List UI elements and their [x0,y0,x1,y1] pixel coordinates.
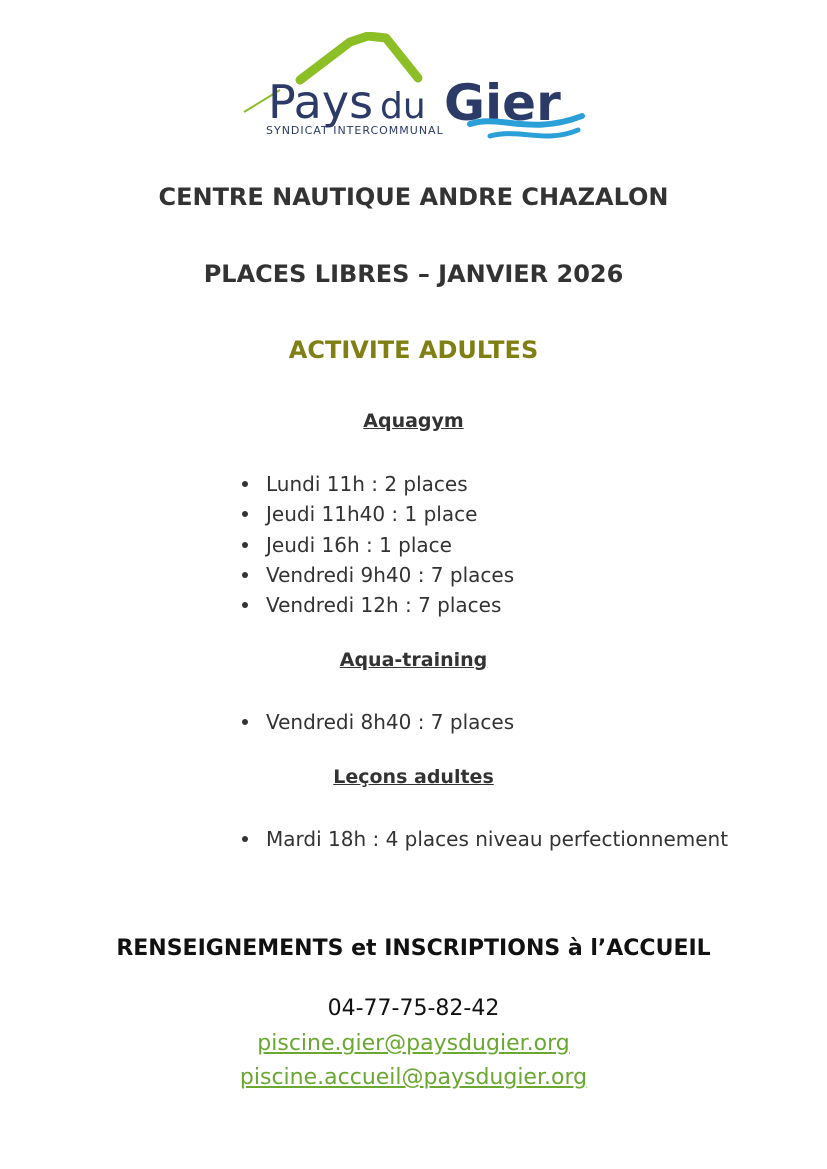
bullet-icon [242,511,248,517]
logo [240,32,586,150]
email-link-accueil[interactable]: piscine.accueil@paysdugier.org [239,1065,588,1090]
bullet-icon [242,481,248,487]
logo-text-pays: Pays [268,75,374,129]
aquagym-list [240,469,514,620]
list-item-text: Jeudi 16h : 1 place [266,532,452,557]
logo-text-du: du [380,86,426,127]
list-item [240,824,728,854]
bullet-icon [242,836,248,842]
list-item [240,560,514,590]
bullet-icon [242,542,248,548]
pays-du-gier-logo [240,32,586,150]
mountain-shape [300,36,418,80]
lecons-list [240,824,728,854]
aqua-training-list [240,707,514,737]
lecons-heading: Leçons adultes [333,766,494,788]
bullet-icon [242,602,248,608]
list-item-text: Vendredi 12h : 7 places [266,593,502,618]
aqua-training-heading: Aqua-training [339,649,488,671]
page-subtitle: PLACES LIBRES – JANVIER 2026 [203,260,624,288]
list-item-text: Mardi 18h : 4 places niveau perfectionnement [266,827,729,851]
list-item [240,590,514,620]
list-item-text: Vendredi 8h40 : 7 places [266,710,515,734]
bullet-icon [242,719,248,725]
aquagym-heading: Aquagym [363,410,464,432]
list-item-text: Vendredi 9h40 : 7 places [266,562,515,587]
logo-tagline: SYNDICAT INTERCOMMUNAL [266,124,444,137]
email-link-gier[interactable]: piscine.gier@paysdugier.org [257,1031,570,1056]
list-item-text: Jeudi 11h40 : 1 place [266,502,478,527]
list-item [240,469,514,499]
section-title: ACTIVITE ADULTES [288,336,539,364]
bullet-icon [242,572,248,578]
list-item-text: Lundi 11h : 2 places [266,472,468,496]
list-item [240,499,514,529]
page-title: CENTRE NAUTIQUE ANDRE CHAZALON [158,183,669,211]
list-item [240,707,514,737]
phone-number: 04-77-75-82-42 [327,996,500,1021]
contact-title: RENSEIGNEMENTS et INSCRIPTIONS à l’ACCUEIL [116,936,711,961]
logo-text-gier: Gier [444,74,561,132]
list-item [240,530,514,560]
